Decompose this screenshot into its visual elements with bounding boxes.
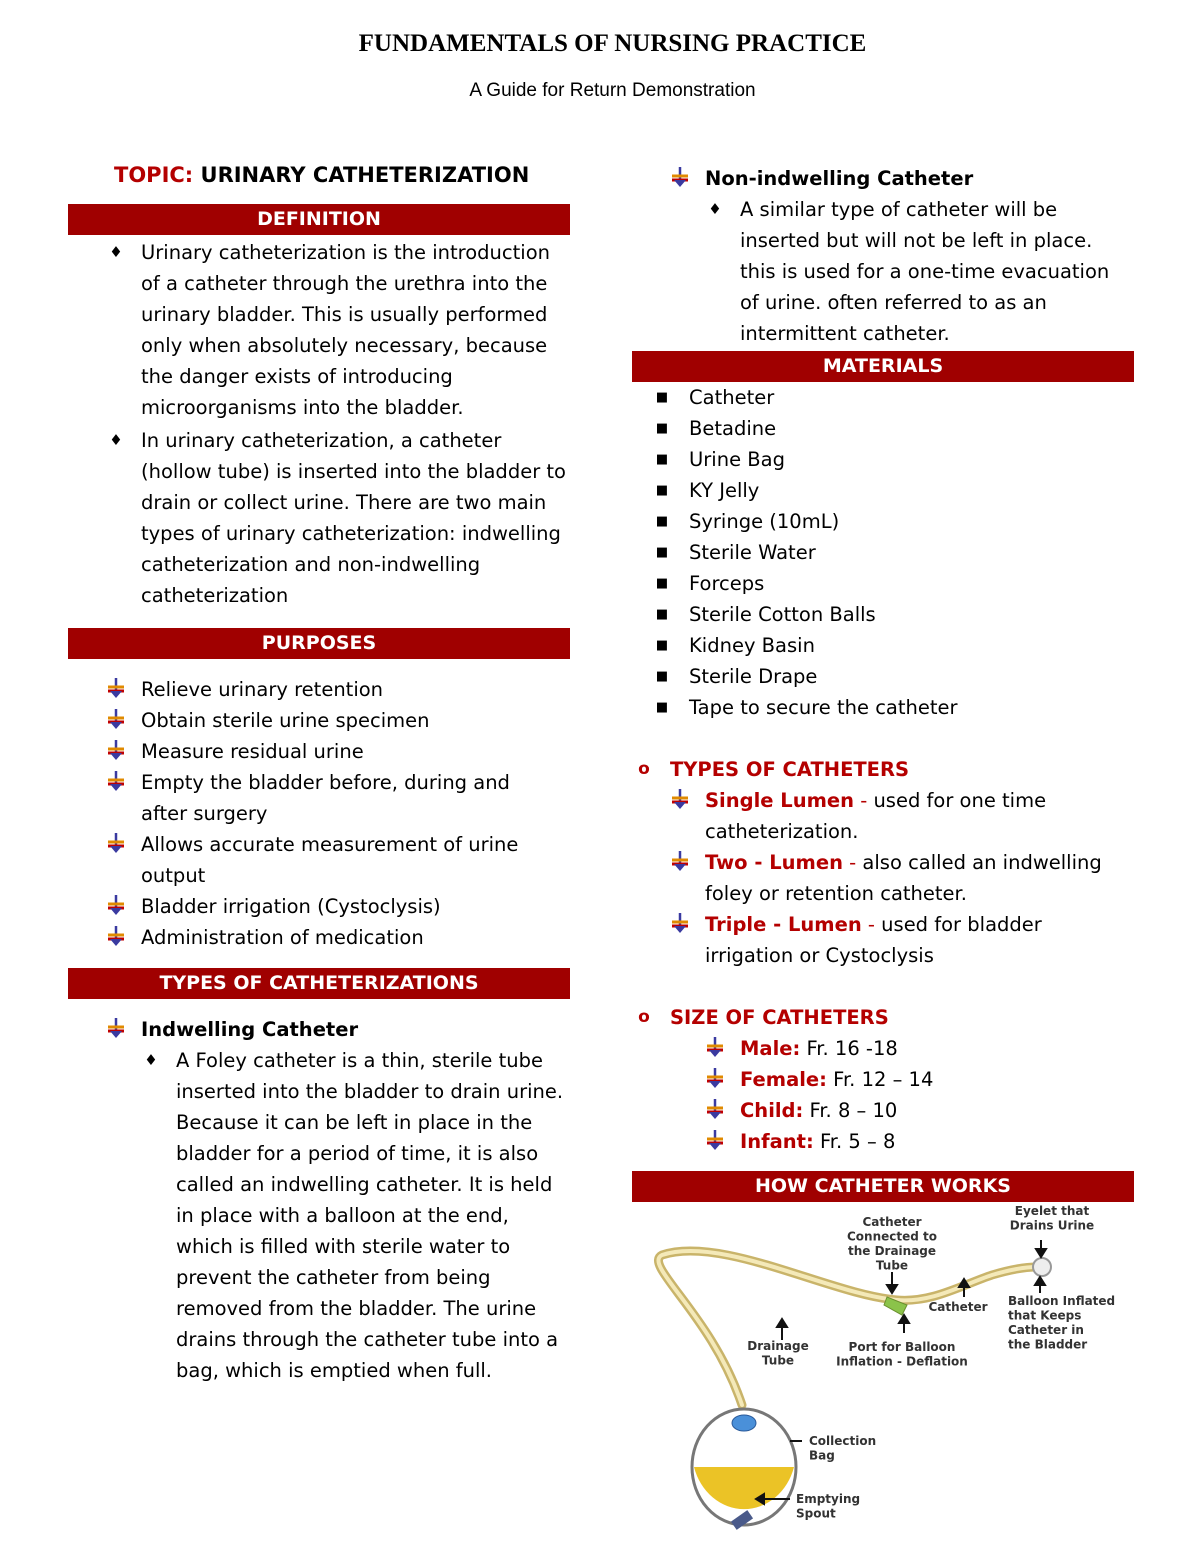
catheter-type-separator: - xyxy=(854,789,874,812)
label-emptying-spout: Emptying Spout xyxy=(796,1492,861,1521)
size-value: Fr. 8 – 10 xyxy=(809,1099,898,1122)
material-text: Tape to secure the catheter xyxy=(689,696,958,719)
drainage-tube-shape xyxy=(658,1251,1037,1405)
definition-list xyxy=(68,237,570,611)
label-catheter: Catheter xyxy=(928,1300,988,1314)
arrow-bullet-icon xyxy=(104,891,128,924)
purpose-text: Relieve urinary retention xyxy=(141,678,384,701)
square-bullet-icon: ■ xyxy=(655,483,669,498)
non-indwelling-title xyxy=(632,163,1134,194)
types-heading xyxy=(632,754,1134,785)
non-indwelling-list xyxy=(632,163,1134,349)
size-label: Child: xyxy=(740,1099,804,1122)
size-item xyxy=(632,1064,1134,1095)
how-catheter-works-heading: HOW CATHETER WORKS xyxy=(632,1171,1134,1202)
size-value: Fr. 12 – 14 xyxy=(833,1068,934,1091)
label-balloon-port: Port for Balloon Inflation - Deflation xyxy=(836,1340,968,1369)
material-item xyxy=(632,537,1134,568)
arrow-bullet-icon xyxy=(703,1095,727,1128)
catheter-type-item xyxy=(632,785,1134,847)
square-bullet-icon: ■ xyxy=(655,514,669,529)
diamond-bullet-icon: ♦ xyxy=(109,431,123,449)
purpose-item xyxy=(68,674,570,705)
arrow-bullet-icon xyxy=(668,785,692,818)
materials-list xyxy=(632,382,1134,723)
types-of-catheters xyxy=(632,754,1134,785)
arrow-bullet-icon xyxy=(668,163,692,196)
size-value: Fr. 5 – 8 xyxy=(820,1130,896,1153)
material-item xyxy=(632,382,1134,413)
material-text: Sterile Cotton Balls xyxy=(689,603,876,626)
purpose-text: Bladder irrigation (Cystoclysis) xyxy=(141,895,441,918)
catheter-type-name: Single Lumen xyxy=(705,789,855,812)
arrow-bullet-icon xyxy=(104,674,128,707)
non-indwelling-text: A similar type of catheter will be inserted but will not be left in place. this is used for a one-time evacuation of urine. often referred to as an intermittent catheter. xyxy=(740,198,1110,345)
arrow-bullet-icon xyxy=(703,1033,727,1066)
label-balloon: Balloon Inflated that Keeps Catheter in the Bladder xyxy=(1008,1294,1116,1352)
purpose-item xyxy=(68,891,570,922)
non-indwelling-title-text: Non-indwelling Catheter xyxy=(705,167,974,190)
material-text: Betadine xyxy=(689,417,777,440)
catheter-type-item xyxy=(632,847,1134,909)
square-bullet-icon: ■ xyxy=(655,545,669,560)
catheterizations-list xyxy=(68,1014,570,1386)
label-drainage-tube: Drainage Tube xyxy=(747,1339,809,1368)
indwelling-title-text: Indwelling Catheter xyxy=(141,1018,359,1041)
square-bullet-icon: ■ xyxy=(655,700,669,715)
document-title: FUNDAMENTALS OF NURSING PRACTICE xyxy=(358,30,867,57)
size-heading xyxy=(632,1002,1134,1033)
purpose-item xyxy=(68,922,570,953)
purpose-text: Empty the bladder before, during and after surgery xyxy=(141,771,510,825)
circle-bullet-icon: o xyxy=(638,1007,650,1027)
material-item xyxy=(632,475,1134,506)
definition-text: In urinary catheterization, a catheter (hollow tube) is inserted into the bladder to drain or collect urine. There are two main types of urinary catheterization: indwelling catheterization and non-indwelling catheterization xyxy=(141,429,566,607)
material-text: KY Jelly xyxy=(689,479,760,502)
material-item xyxy=(632,568,1134,599)
topic-label: TOPIC: xyxy=(114,163,194,187)
material-item xyxy=(632,661,1134,692)
purpose-item xyxy=(68,767,570,829)
material-text: Sterile Drape xyxy=(689,665,818,688)
left-column xyxy=(68,160,570,1386)
indwelling-title xyxy=(68,1014,570,1045)
arrow-bullet-icon xyxy=(104,829,128,862)
square-bullet-icon: ■ xyxy=(655,576,669,591)
material-item xyxy=(632,599,1134,630)
catheter-type-desc: also called an indwelling foley or retention catheter. xyxy=(705,851,1102,905)
diamond-bullet-icon: ♦ xyxy=(144,1051,158,1069)
material-text: Syringe (10mL) xyxy=(689,510,840,533)
types-heading-text: TYPES OF CATHETERS xyxy=(670,758,910,781)
catheterizations-heading: TYPES OF CATHETERIZATIONS xyxy=(68,968,570,999)
catheter-diagram xyxy=(632,1205,1152,1545)
purpose-text: Measure residual urine xyxy=(141,740,364,763)
indwelling-text: A Foley catheter is a thin, sterile tube inserted into the bladder to drain urine. Because it can be left in place in the bladder for a period of time, it is also called an indwelling catheter. It is held in place with a balloon at the end, which is filled with sterile water to prevent the catheter from being removed from the bladder. The urine drains through the catheter tube into a bag, which is emptied when full. xyxy=(176,1049,564,1382)
catheter-type-desc: used for bladder irrigation or Cystoclysis xyxy=(705,913,1042,967)
square-bullet-icon: ■ xyxy=(655,390,669,405)
purpose-text: Obtain sterile urine specimen xyxy=(141,709,430,732)
diamond-bullet-icon: ♦ xyxy=(109,243,123,261)
size-item xyxy=(632,1095,1134,1126)
size-label: Male: xyxy=(740,1037,801,1060)
purposes-heading: PURPOSES xyxy=(68,628,570,659)
indwelling-description xyxy=(68,1045,570,1386)
purpose-text: Administration of medication xyxy=(141,926,424,949)
label-collection-bag: Collection Bag xyxy=(809,1434,877,1463)
material-text: Forceps xyxy=(689,572,765,595)
catheter-type-name: Triple - Lumen xyxy=(705,913,862,936)
material-item xyxy=(632,630,1134,661)
square-bullet-icon: ■ xyxy=(655,452,669,467)
catheter-type-desc: used for one time catheterization. xyxy=(705,789,1047,843)
square-bullet-icon: ■ xyxy=(655,607,669,622)
arrow-bullet-icon xyxy=(104,922,128,955)
document-subtitle: A Guide for Return Demonstration xyxy=(469,80,756,101)
label-eyelet: Eyelet that Drains Urine xyxy=(1009,1205,1095,1233)
definition-item xyxy=(68,425,570,611)
material-text: Urine Bag xyxy=(689,448,785,471)
catheter-type-item xyxy=(632,909,1134,971)
topic-line xyxy=(114,160,570,190)
purpose-text: Allows accurate measurement of urine output xyxy=(141,833,519,887)
definition-text: Urinary catheterization is the introduction of a catheter through the urethra into the urinary bladder. This is usually performed only when absolutely necessary, because the danger exists of introducing microorganisms into the bladder. xyxy=(141,241,550,419)
material-item xyxy=(632,444,1134,475)
size-list xyxy=(632,1033,1134,1157)
arrow-bullet-icon xyxy=(668,847,692,880)
material-text: Kidney Basin xyxy=(689,634,815,657)
material-item xyxy=(632,506,1134,537)
right-column xyxy=(632,163,1134,1202)
square-bullet-icon: ■ xyxy=(655,421,669,436)
arrow-bullet-icon xyxy=(104,736,128,769)
size-item xyxy=(632,1126,1134,1157)
diamond-bullet-icon: ♦ xyxy=(708,200,722,218)
material-text: Catheter xyxy=(689,386,775,409)
arrow-bullet-icon xyxy=(104,767,128,800)
topic-value: URINARY CATHETERIZATION xyxy=(200,163,530,187)
catheter-type-name: Two - Lumen xyxy=(705,851,843,874)
purposes-list xyxy=(68,674,570,953)
arrow-bullet-icon xyxy=(104,1014,128,1047)
materials-heading: MATERIALS xyxy=(632,351,1134,382)
arrow-bullet-icon xyxy=(668,909,692,942)
catheter-type-separator: - xyxy=(842,851,863,874)
size-value: Fr. 16 -18 xyxy=(806,1037,898,1060)
types-list xyxy=(632,785,1134,971)
material-item xyxy=(632,692,1134,723)
size-of-catheters xyxy=(632,1002,1134,1033)
label-catheter-connected: Catheter Connected to the Drainage Tube xyxy=(846,1215,938,1273)
purpose-item xyxy=(68,736,570,767)
square-bullet-icon: ■ xyxy=(655,669,669,684)
definition-heading: DEFINITION xyxy=(68,204,570,235)
circle-bullet-icon: o xyxy=(638,759,650,779)
non-indwelling-description xyxy=(632,194,1134,349)
material-text: Sterile Water xyxy=(689,541,816,564)
size-item xyxy=(632,1033,1134,1064)
arrow-bullet-icon xyxy=(703,1126,727,1159)
arrow-bullet-icon xyxy=(703,1064,727,1097)
definition-item xyxy=(68,237,570,423)
size-heading-text: SIZE OF CATHETERS xyxy=(670,1006,889,1029)
catheter-type-separator: - xyxy=(861,913,882,936)
square-bullet-icon: ■ xyxy=(655,638,669,653)
size-label: Female: xyxy=(740,1068,827,1091)
size-label: Infant: xyxy=(740,1130,814,1153)
material-item xyxy=(632,413,1134,444)
balloon-tip-shape xyxy=(1033,1258,1051,1276)
purpose-item xyxy=(68,829,570,891)
purpose-item xyxy=(68,705,570,736)
arrow-bullet-icon xyxy=(104,705,128,738)
